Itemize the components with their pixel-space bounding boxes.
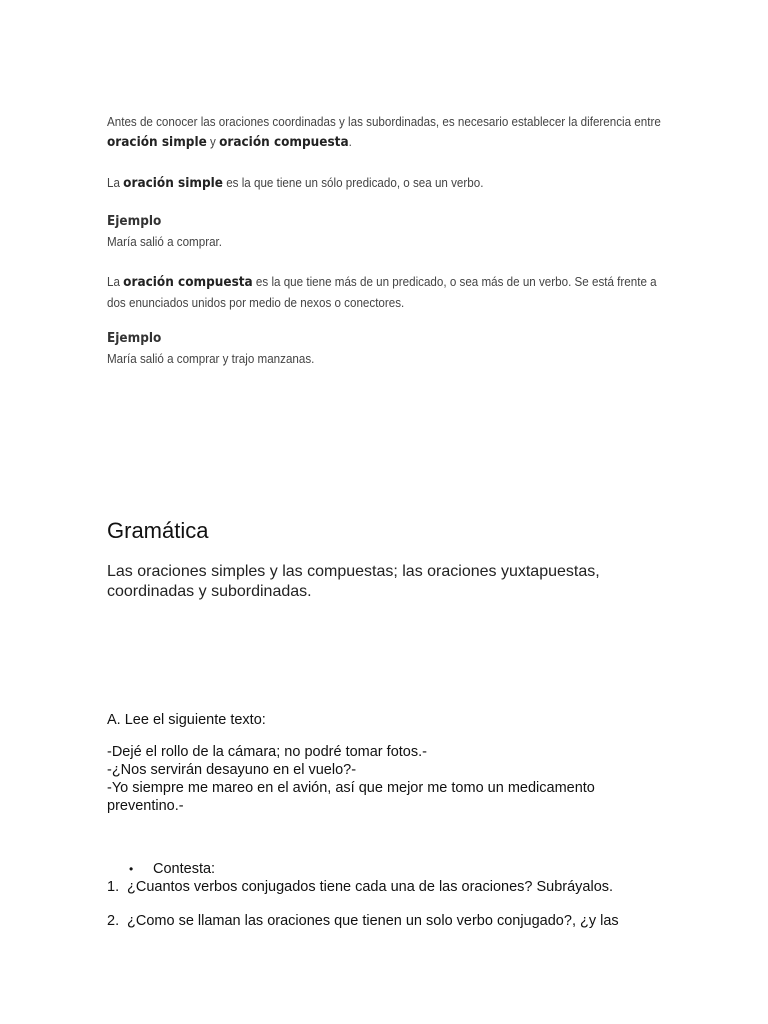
term-oracion-simple: oración simple	[107, 135, 207, 150]
dialogue-line: -Yo siempre me mareo en el avión, así que mejor me tomo un medicamento preventino.-	[107, 780, 595, 814]
questions-list	[107, 878, 667, 930]
intro-section	[107, 112, 667, 369]
intro-paragraph-1	[107, 112, 667, 153]
page-subtitle: Las oraciones simples y las compuestas; las oraciones yuxtapuestas, coordinadas y subordinadas.	[107, 563, 600, 600]
example-1-label: Ejemplo	[107, 214, 162, 229]
section-a	[107, 711, 667, 815]
contesta-label: Contesta:	[153, 861, 216, 877]
list-item	[107, 912, 667, 930]
term-oracion-simple: oración simple	[123, 176, 223, 191]
question-number: 2.	[107, 913, 120, 929]
definition-text: La	[107, 176, 124, 190]
page-title: Gramática	[107, 518, 209, 543]
definition-text: es la que tiene un sólo predicado, o sea un verbo.	[222, 176, 484, 190]
intro-text: Antes de conocer las oraciones coordinadas y las subordinadas, es necesario establecer la diferencia entre	[107, 115, 661, 129]
question-number: 1.	[107, 879, 120, 895]
example-2-label: Ejemplo	[107, 331, 162, 346]
definition-text: La	[107, 275, 124, 289]
list-item	[107, 878, 667, 896]
term-oracion-compuesta: oración compuesta	[219, 135, 349, 150]
intro-text: y	[206, 135, 220, 149]
example-1-sentence: María salió a comprar.	[107, 235, 223, 249]
intro-text: .	[348, 135, 352, 149]
definition-simple	[107, 173, 667, 194]
question-text: ¿Como se llaman las oraciones que tienen un solo verbo conjugado?, ¿y las	[127, 913, 619, 929]
contesta-bullet-item	[129, 860, 215, 878]
bullet-icon: •	[129, 862, 134, 876]
section-a-heading: A. Lee el siguiente texto:	[107, 712, 266, 728]
term-oracion-compuesta: oración compuesta	[123, 275, 253, 290]
question-text: ¿Cuantos verbos conjugados tiene cada una de las oraciones? Subráyalos.	[127, 879, 614, 895]
definition-text: es la que tiene más de un predicado, o sea más de un verbo. Se está frente a dos enunciados unidos por medio de nexos o conectores.	[107, 275, 657, 310]
definition-compuesta	[107, 272, 667, 313]
example-2-sentence: María salió a comprar y trajo manzanas.	[107, 352, 315, 366]
dialogue-line: -¿Nos servirán desayuno en el vuelo?-	[107, 762, 357, 778]
dialogue-line: -Dejé el rollo de la cámara; no podré tomar fotos.-	[107, 744, 427, 760]
